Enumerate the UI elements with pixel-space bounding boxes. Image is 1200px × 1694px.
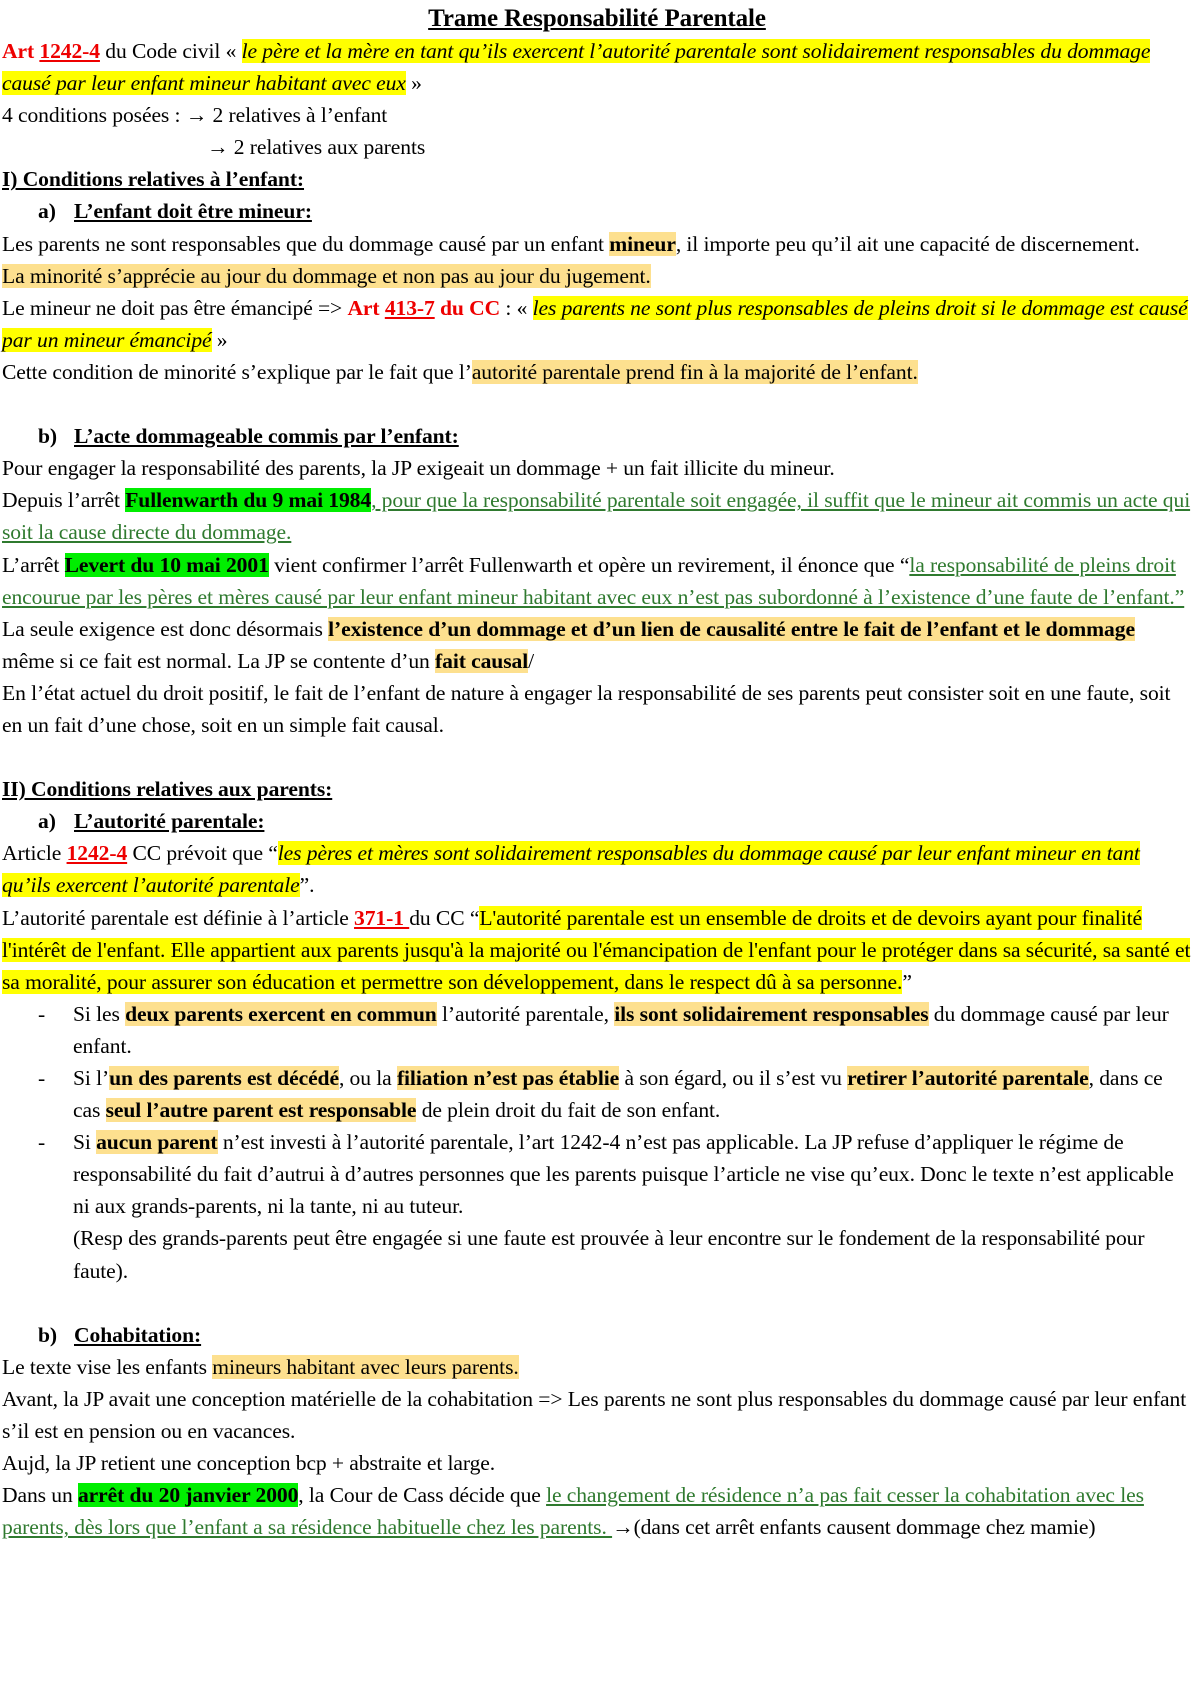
conditions-line-2: → 2 relatives aux parents [207,135,426,160]
conditions-line: 4 conditions posées : → 2 relatives à l’enfant [2,103,388,128]
cohabitation-link[interactable]: le changement de résidence n’a pas fait cesser la cohabitation avec les parents, dès lors que l’enfant a sa résidence habituelle chez les parents. [2,1483,1144,1540]
list-item: - Si les deux parents exercent en commun l’autorité parentale, ils sont solidairement responsables du dommage causé par leur enfant. [38,1001,1169,1058]
paragraph: En l’état actuel du droit positif, le fait de l’enfant de nature à engager la responsabilité de ses parents peut consister soit en une faute, soit en un fait d’une chose, soit en un simple fait causal. [2,680,1171,737]
art-label: Art [2,39,40,63]
intro-quote: le père et la mère en tant qu’ils exercent l’autorité parentale sont solidairement responsables du dommage causé par leur enfant mineur habitant avec eux [2,39,1151,96]
paragraph: Pour engager la responsabilité des parents, la JP exigeait un dommage + un fait illicite du mineur. [2,456,835,481]
paragraph: Aujd, la JP retient une conception bcp + abstraite et large. [2,1451,496,1476]
note-paragraph: (Resp des grands-parents peut être engagée si une faute est prouvée à leur encontre sur le fondement de la responsabilité pour faute). [73,1226,1145,1283]
paragraph: Depuis l’arrêt Fullenwarth du 9 mai 1984, pour que la responsabilité parentale soit engagée, il suffit que le mineur ait commis un acte qui soit la cause directe du dommage. [2,488,1191,545]
paragraph: Avant, la JP avait une conception matérielle de la cohabitation => Les parents ne sont plus responsables du dommage causé par leur enfant s’il est en pension ou en vacances. [2,1386,1187,1444]
paragraph: La minorité s’apprécie au jour du dommage et non pas au jour du jugement. [2,263,651,288]
case-20-janvier-2000: arrêt du 20 janvier 2000 [77,1483,299,1508]
spacer [2,741,1192,773]
list-item: - Si aucun parent n’est investi à l’autorité parentale, l’art 1242-4 n’est pas applicable. La JP refuse d’appliquer le régime de responsabilité du fait d’autrui à d’autres personnes que les parents puisque l’article ne vise qu’eux. Donc le texte n’est applicable ni aux grands-parents, ni la tante, ni au tuteur. [38,1130,1174,1219]
case-fullenwarth: Fullenwarth du 9 mai 1984 [125,488,372,513]
paragraph: Article 1242-4 CC prévoit que “les pères et mères sont solidairement responsables du dommage causé par leur enfant mineur en tant qu’ils exercent l’autorité parentale”. [2,841,1140,898]
subsection-1b-heading: b) L’acte dommageable commis par l’enfant: [38,424,459,449]
paragraph: Le texte vise les enfants mineurs habitant avec leurs parents. [2,1354,519,1379]
paragraph: Cette condition de minorité s’explique par le fait que l’autorité parentale prend fin à la majorité de l’enfant. [2,359,918,384]
paragraph: Les parents ne sont responsables que du dommage causé par un enfant mineur, il importe peu qu’il ait une capacité de discernement. [2,231,1140,256]
section-1-heading: I) Conditions relatives à l’enfant: [2,167,305,192]
spacer [2,1287,1192,1319]
section-2-heading: II) Conditions relatives aux parents: [2,777,333,802]
spacer [2,388,1192,420]
list-item: - Si l’un des parents est décédé, ou la filiation n’est pas établie à son égard, ou il s’est vu retirer l’autorité parentale, dans ce cas seul l’autre parent est responsable de plein droit du fait de son enfant. [38,1066,1163,1123]
article-link-1242-4[interactable]: 1242-4 [39,39,100,63]
article-link-1242-4[interactable]: 1242-4 [66,841,128,866]
subsection-2b-heading: b) Cohabitation: [38,1322,202,1347]
page-title: Trame Responsabilité Parentale [428,5,766,32]
subsection-2a-heading: a) L’autorité parentale: [38,809,265,834]
paragraph: Dans un arrêt du 20 janvier 2000, la Cour de Cass décide que le changement de résidence n’a pas fait cesser la cohabitation avec les parents, dès lors que l’enfant a sa résidence habituelle chez les parents. →(dans cet arrêt enfants causent dommage chez mamie) [2,1483,1144,1540]
paragraph: L’autorité parentale est définie à l’article 371-1 du CC “L'autorité parentale est un ensemble de droits et de devoirs ayant pour finalité l'intérêt de l'enfant. Elle appartient aux parents jusqu'à la majorité ou l'émancipation de l'enfant pour le protéger dans sa sécurité, sa santé et sa moralité, pour assurer son éducation et permettre son développement, dans le respect dû à sa personne.” [2,905,1191,994]
paragraph: La seule exigence est donc désormais l’existence d’un dommage et d’un lien de causalité entre le fait de l’enfant et le dommage même si ce fait est normal. La JP se contente d’un fait causal/ [2,616,1135,673]
paragraph: Le mineur ne doit pas être émancipé => Art 413-7 du CC : « les parents ne sont plus responsables de pleins droit si le dommage est causé par un mineur émancipé » [2,295,1188,352]
fullenwarth-link[interactable]: , pour que la responsabilité parentale soit engagée, il suffit que le mineur ait commis un acte qui soit la cause directe du dommage. [2,488,1191,545]
intro-paragraph: Art 1242-4 du Code civil « le père et la mère en tant qu’ils exercent l’autorité parentale sont solidairement responsables du dommage causé par leur enfant mineur habitant avec eux » [2,39,1151,96]
subsection-1a-heading: a) L’enfant doit être mineur: [38,199,312,224]
paragraph: L’arrêt Levert du 10 mai 2001 vient confirmer l’arrêt Fullenwarth et opère un revirement, il énonce que “la responsabilité de pleins droit encourue par les pères et mères causé par leur enfant mineur habitant avec eux n’est pas subordonné à l’existence d’une faute de l’enfant.” [2,552,1185,609]
article-link-413-7[interactable]: 413-7 [384,295,435,320]
article-link-371-1[interactable]: 371-1 [354,905,410,930]
case-levert: Levert du 10 mai 2001 [64,552,269,577]
levert-link[interactable]: la responsabilité de pleins droit encourue par les pères et mères causé par leur enfant mineur habitant avec eux n’est pas subordonné à l’existence d’une faute de l’enfant.” [2,552,1185,609]
